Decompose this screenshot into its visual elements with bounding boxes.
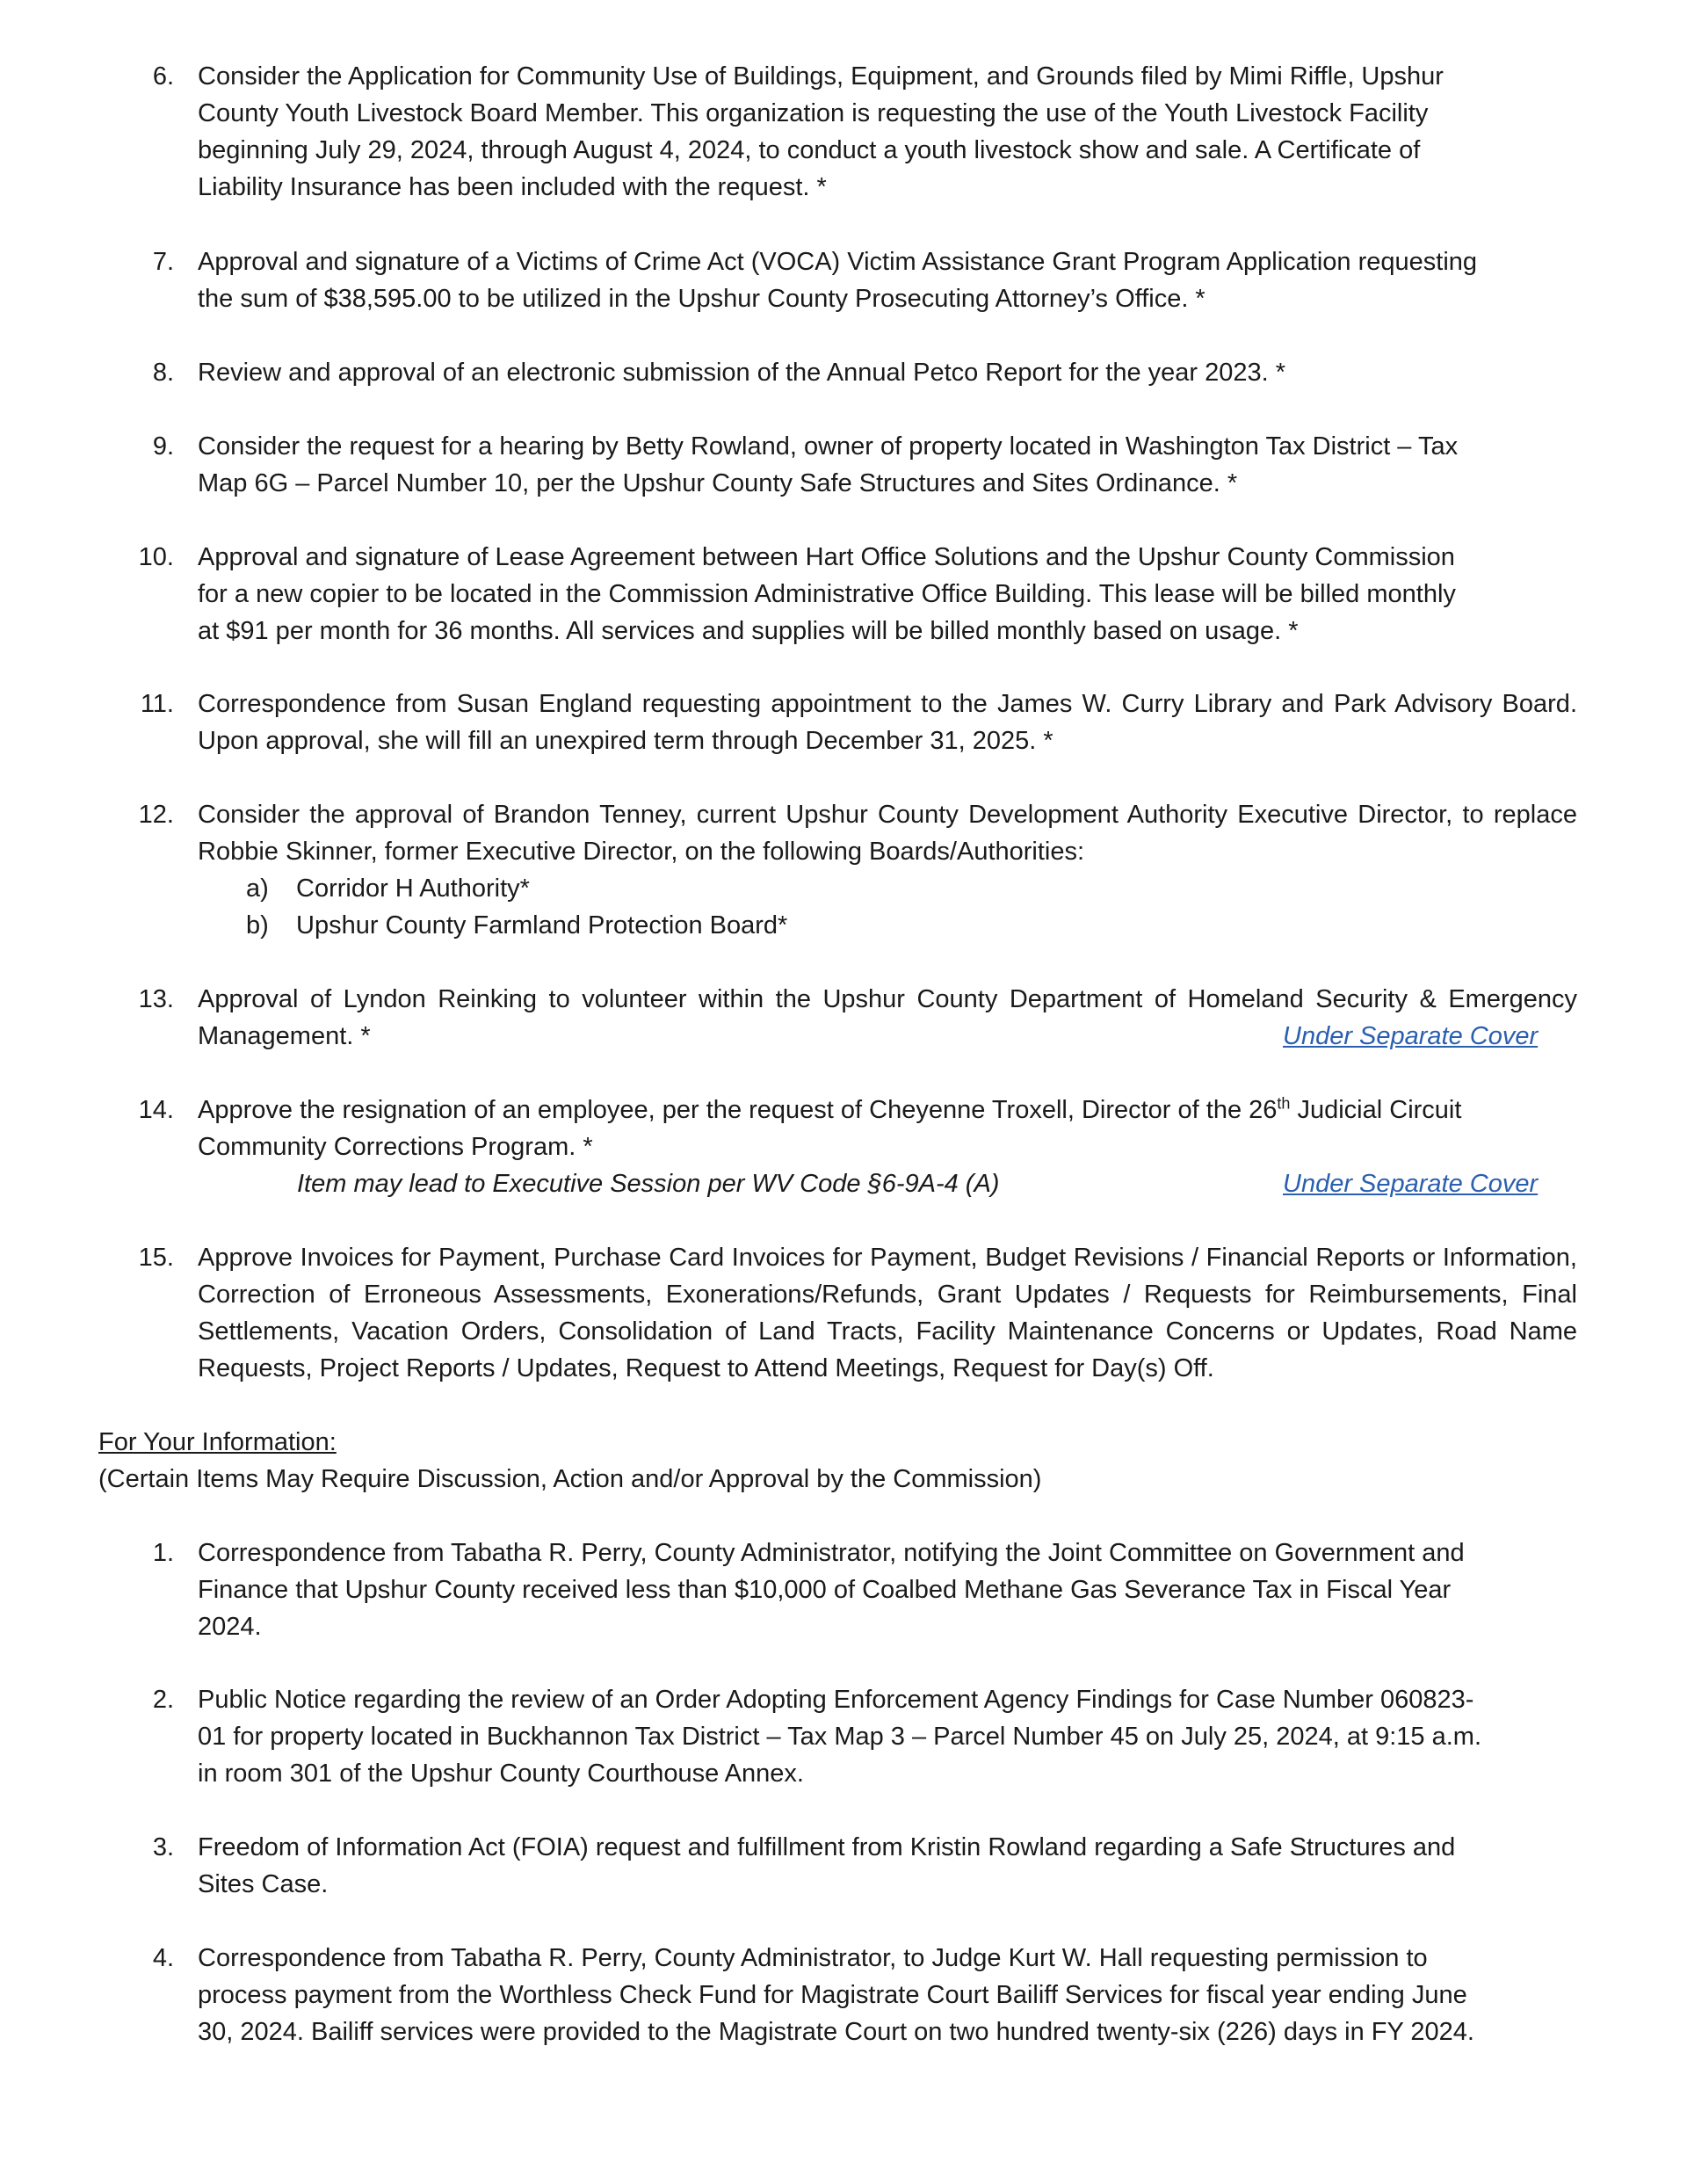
under-separate-cover-link[interactable]: Under Separate Cover [1283,1170,1539,1198]
item-number: 9. [152,432,174,461]
item-text: Public Notice regarding the review of an Order Adopting Enforcement Agency Findings for Case Number 060823- 01 for property located in Buckhannon Tax District – Tax Map 3 – Parcel Number 45 on July 25, 2024, at 9:15 a.m. in room 301 of the Upshur County Courthouse Annex. [198,1686,1482,1788]
subitem-label: a) [246,874,269,903]
item-text: Consider the request for a hearing by Betty Rowland, owner of property located in Washington Tax District – Tax Map 6G – Parcel Number 10, per the Upshur County Safe Structures and Sites Ordinance. * [198,432,1459,497]
item-text [198,1092,1577,1165]
item-text: Approval and signature of Lease Agreement between Hart Office Solutions and the Upshur County Commission for a new copier to be located in the Commission Administrative Office Building. This lease will be billed monthly at $91 per month for 36 months. All services and supplies will be billed monthly based on usage. * [198,543,1456,645]
under-separate-cover-link[interactable]: Under Separate Cover [1283,1022,1539,1050]
item-number: 11. [140,690,174,718]
subitem-text: Corridor H Authority* [296,874,530,903]
executive-session-note: Item may lead to Executive Session per WV Code §6-9A-4 (A) [297,1170,1000,1198]
item-text-part: Judicial Circuit [1290,1096,1462,1124]
item-number: 14. [138,1096,174,1124]
item-number: 6. [152,62,174,91]
subitem-label: b) [246,911,269,940]
item-text: Review and approval of an electronic submission of the Annual Petco Report for the year 2023. * [198,359,1286,387]
item-number: 3. [152,1833,174,1861]
item-text-line2: Community Corrections Program. * [198,1133,593,1161]
item-text: Approve Invoices for Payment, Purchase Card Invoices for Payment, Budget Revisions / Financial Reports or Information, Correction of Erroneous Assessments, Exonerations/Refunds, Grant Updates / Requests for Reimbursements, Final Settlements, Vacation Orders, Consolidation of Land Tracts, Facility Maintenance Concerns or Updates, Road Name Requests, Project Reports / Updates, Request to Attend Meetings, Request for Day(s) Off. [198,1244,1577,1382]
item-text: Approval of Lyndon Reinking to volunteer within the Upshur County Department of Homeland Security & Emergency Management. * [198,985,1577,1050]
info-section-subtitle: (Certain Items May Require Discussion, Action and/or Approval by the Commission) [98,1465,1042,1493]
item-text: Correspondence from Tabatha R. Perry, County Administrator, to Judge Kurt W. Hall requesting permission to process payment from the Worthless Check Fund for Magistrate Court Bailiff Services for fiscal year ending June 30, 2024. Bailiff services were provided to the Magistrate Court on two hundred twenty-six (226) days in FY 2024. [198,1944,1474,2046]
item-number: 13. [138,985,174,1013]
item-number: 12. [138,801,174,829]
item-text: Consider the approval of Brandon Tenney, current Upshur County Development Authority Executive Director, to replace Robbie Skinner, former Executive Director, on the following Boards/Authorities: [198,801,1577,866]
item-number: 15. [138,1244,174,1272]
item-text-part: Approve the resignation of an employee, per the request of Cheyenne Troxell, Director of the 26 [198,1096,1278,1124]
item-number: 4. [152,1944,174,1972]
info-section-title: For Your Information: [98,1428,337,1456]
item-text: Correspondence from Tabatha R. Perry, County Administrator, notifying the Joint Committee on Government and Finance that Upshur County received less than $10,000 of Coalbed Methane Gas Severance Tax in Fiscal Year 2024. [198,1539,1465,1641]
item-number: 1. [152,1539,174,1567]
item-text: Consider the Application for Community Use of Buildings, Equipment, and Grounds filed by Mimi Riffle, Upshur County Youth Livestock Board Member. This organization is requesting the use of the Youth Livestock Facility beginning July 29, 2024, through August 4, 2024, to conduct a youth livestock show and sale. A Certificate of Liability Insurance has been included with the request. * [198,62,1444,201]
subitem-text: Upshur County Farmland Protection Board* [296,911,788,940]
item-number: 10. [138,543,174,571]
item-text: Freedom of Information Act (FOIA) request and fulfillment from Kristin Rowland regarding a Safe Structures and Sites Case. [198,1833,1456,1898]
ordinal-suffix: th [1277,1094,1291,1113]
item-text: Approval and signature of a Victims of Crime Act (VOCA) Victim Assistance Grant Program Application requesting the sum of $38,595.00 to be utilized in the Upshur County Prosecuting Attorney’s Office. * [198,248,1478,313]
item-text: Correspondence from Susan England requesting appointment to the James W. Curry Library and Park Advisory Board. Upon approval, she will fill an unexpired term through December 31, 2025. * [198,690,1577,755]
item-number: 7. [152,248,174,276]
item-number: 2. [152,1686,174,1714]
item-number: 8. [152,359,174,387]
